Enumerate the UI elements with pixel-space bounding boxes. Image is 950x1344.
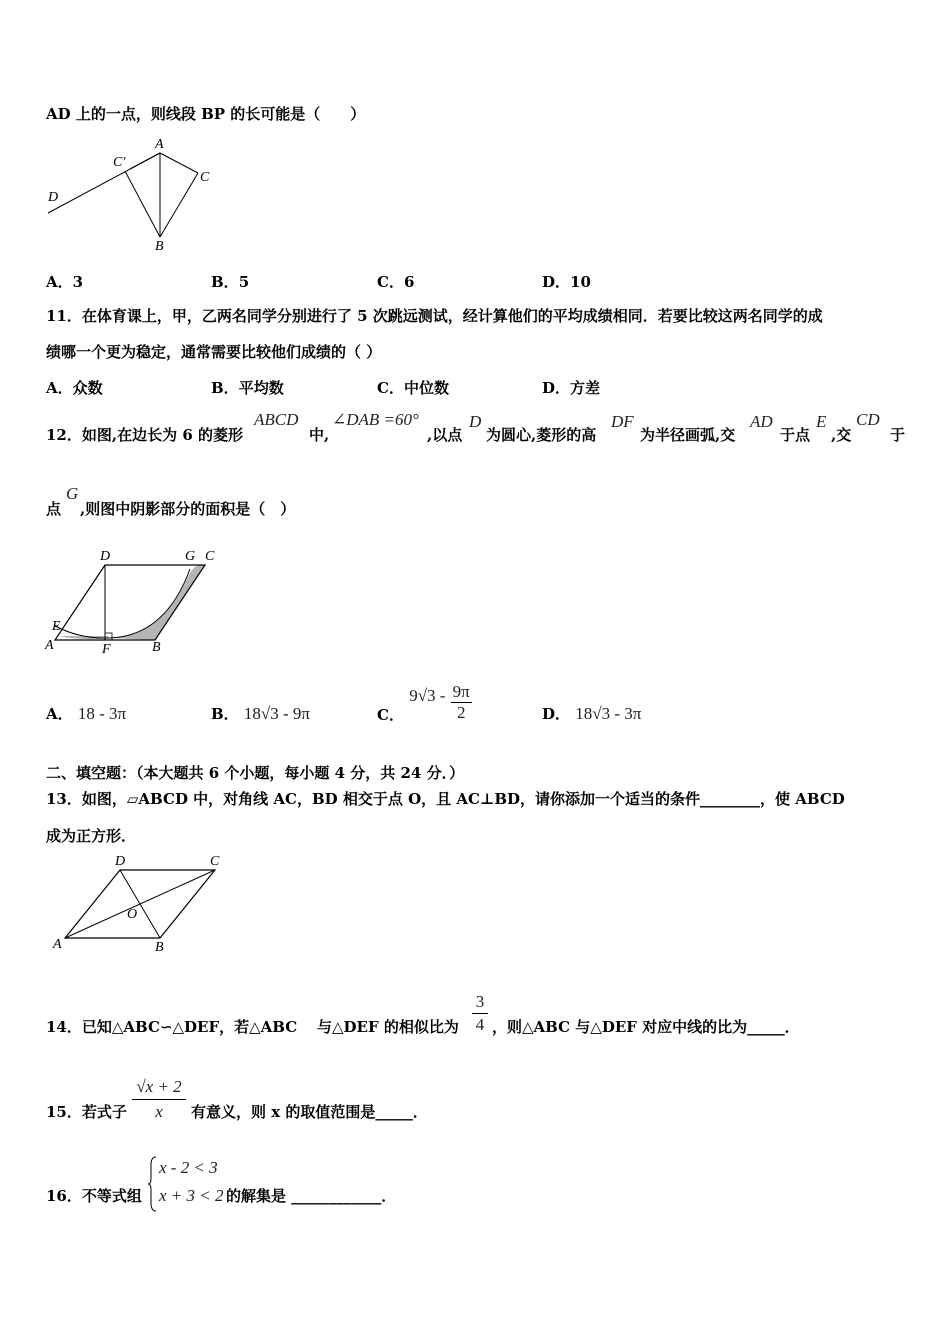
q13-label-c: C: [210, 854, 220, 869]
q12-option-c-expr: 9√3 -: [409, 686, 446, 705]
q16-text-post: 的解集是 ____________．: [226, 1187, 397, 1205]
q12-text-7: ,交: [831, 426, 852, 444]
q10-label-b: B: [155, 239, 164, 254]
q12-label-c: C: [205, 549, 215, 564]
q12-text-9: 点: [46, 500, 62, 518]
q11-option-b: B．平均数: [211, 379, 284, 397]
q12-option-d: D． 18√3 - 3π: [542, 704, 642, 723]
q12-text-5: 为半径画弧,交: [640, 426, 736, 444]
q14-text-post: ，则△ABC 与△DEF 对应中线的比为_____．: [492, 1018, 800, 1036]
q10-label-a: A: [155, 137, 164, 152]
q12-option-b: B． 18√3 - 9π: [211, 704, 310, 723]
q13-label-o: O: [127, 907, 138, 922]
q12-math-e: E: [816, 412, 827, 431]
q13-label-d: D: [115, 854, 126, 869]
q12-math-d: D: [469, 412, 482, 431]
q12-label-e: E: [52, 619, 61, 634]
q11-line2: 绩哪一个更为稳定，通常需要比较他们成绩的（ ）: [46, 343, 382, 361]
q12-option-c: C． 9√3 - $\frac{9\pi}{2}$: [377, 682, 470, 724]
q13-line1: 13．如图，▱ABCD 中，对角线 AC，BD 相交于点 O，且 AC⊥BD，请你添加一个适当的条件________，使 ABCD: [46, 790, 845, 808]
q12-label-g: G: [185, 549, 196, 564]
q10-label-d: D: [48, 190, 59, 205]
q10-stem: AD 上的一点，则线段 BP 的长可能是（ ）: [46, 105, 366, 123]
q16-ineq-1: x - 2 < 3: [159, 1158, 218, 1177]
q12-text-1: 12．如图,在边长为 6 的菱形: [46, 426, 243, 444]
q13-label-a: A: [53, 937, 62, 952]
q13-figure: [45, 848, 235, 963]
q10-option-b: B．5: [211, 273, 250, 291]
q12-figure: [40, 545, 230, 660]
q12-text-8: 于: [890, 426, 906, 444]
q10-label-c: C: [200, 170, 210, 185]
q16-brace: [148, 1155, 158, 1213]
q12-math-cd: CD: [856, 410, 880, 429]
q12-text-4: 为圆心,菱形的高: [486, 426, 597, 444]
q11-option-d: D．方差: [542, 379, 601, 397]
q12-label-b: B: [152, 640, 161, 655]
q10-option-a: A．3: [46, 273, 84, 291]
q10-option-d: D．10: [542, 273, 591, 291]
q10-figure: [40, 135, 230, 255]
q12-math-angle: ∠DAB =60°: [332, 410, 419, 429]
q12-text-2: 中,: [309, 426, 330, 444]
q12-math-abcd: ABCD: [254, 410, 299, 429]
q12-option-a: A． 18 - 3π: [46, 704, 127, 723]
q12-math-df: DF: [611, 412, 634, 431]
q12-text-6: 于点: [780, 426, 811, 444]
q14-text-mid: 与△DEF 的相似比为: [317, 1018, 459, 1036]
q11-option-c: C．中位数: [377, 379, 449, 397]
section-heading: 二、填空题：（本大题共 6 个小题，每小题 4 分，共 24 分．）: [46, 764, 465, 782]
q13-label-b: B: [155, 940, 164, 955]
q12-text-3: ,以点: [427, 426, 463, 444]
q11-line1: 11．在体育课上，甲，乙两名同学分别进行了 5 次跳远测试，经计算他们的平均成绩相同．若要比较这两名同学的成: [46, 307, 823, 325]
q14-fraction: 3 4: [472, 991, 488, 1036]
q10-label-c-prime: C′: [113, 155, 126, 170]
q12-label-d: D: [100, 549, 111, 564]
q12-math-g: G: [66, 484, 79, 503]
q12-option-b-expr: 18√3 - 9π: [243, 704, 310, 723]
q12-text-10: ,则图中阴影部分的面积是（ ）: [80, 500, 296, 518]
q15-fraction: √x + 2 x: [132, 1075, 186, 1124]
q16-text-pre: 16．不等式组: [46, 1187, 142, 1205]
q12-option-a-expr: 18 - 3π: [77, 704, 127, 723]
q13-line2: 成为正方形．: [46, 827, 137, 845]
q15-text-pre: 15．若式子: [46, 1103, 127, 1121]
q16-ineq-2: x + 3 < 2: [159, 1186, 224, 1205]
q11-option-a: A．众数: [46, 379, 103, 397]
q12-label-f: F: [102, 642, 111, 657]
q12-option-d-expr: 18√3 - 3π: [575, 704, 642, 723]
q10-option-c: C．6: [377, 273, 415, 291]
q12-math-ad: AD: [750, 412, 773, 431]
q14-text-pre: 14．已知△ABC∽△DEF，若△ABC: [46, 1018, 298, 1036]
q15-text-post: 有意义，则 x 的取值范围是_____．: [191, 1103, 428, 1121]
q12-option-c-fraction: $\frac{9\pi}{2}$: [452, 682, 470, 722]
q12-label-a: A: [45, 638, 54, 653]
